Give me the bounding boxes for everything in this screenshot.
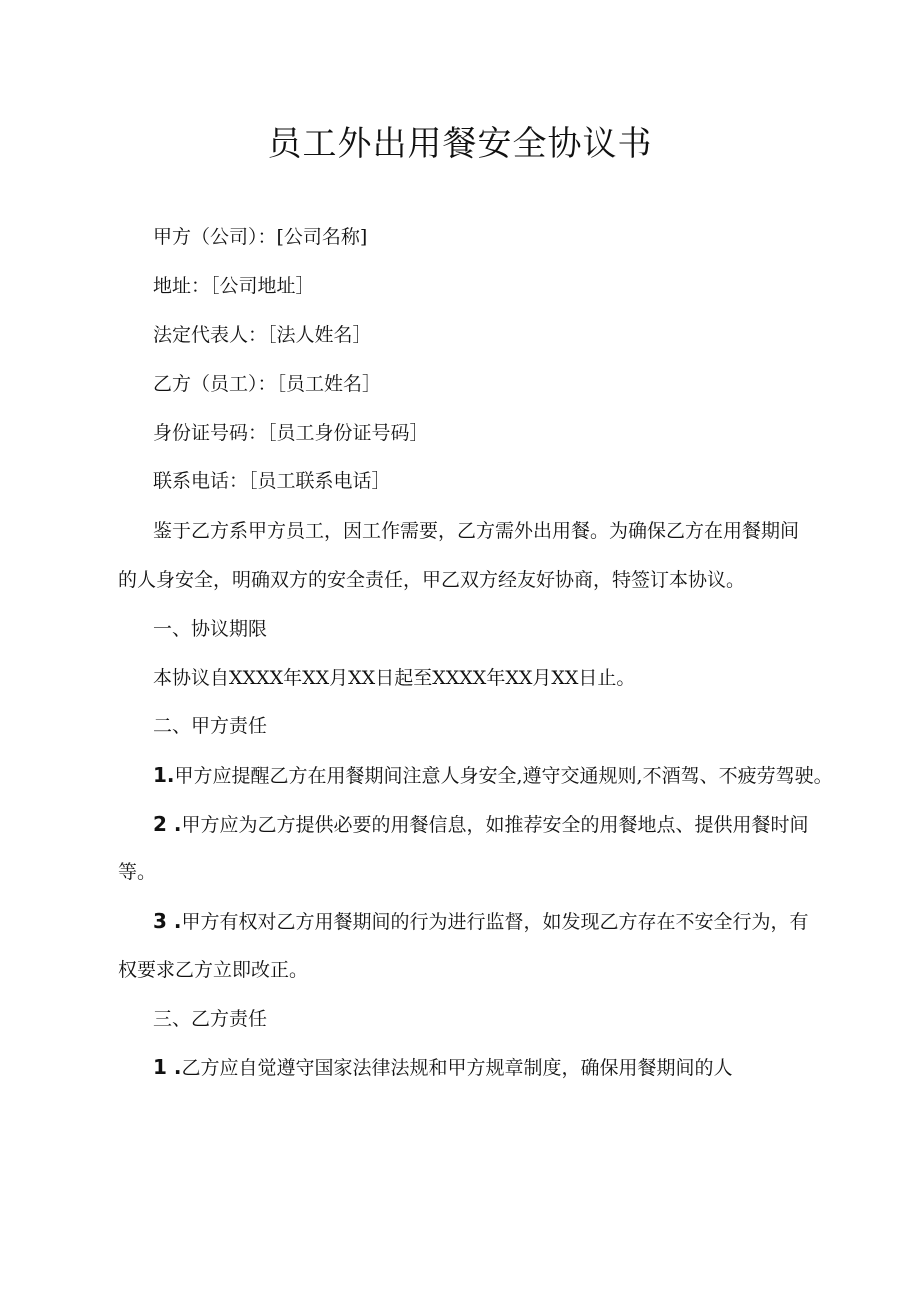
preamble-paragraph: 鉴于乙方系甲方员工，因工作需要，乙方需外出用餐。为确保乙方在用餐期间的人身安全，明确双方的安全责任，甲乙双方经友好协商，特签订本协议。 [118, 520, 800, 591]
item-number: 2 . [153, 812, 182, 836]
section-3-item-1 [153, 1052, 733, 1083]
section-3-heading: 三、乙方责任 [153, 1008, 268, 1030]
item-number: 1. [153, 763, 175, 787]
document-title: 员工外出用餐安全协议书 [267, 124, 653, 164]
section-2-heading: 二、甲方责任 [153, 715, 268, 737]
party-a-line: 甲方（公司）：[公司名称] [153, 226, 368, 248]
section-1-heading: 一、协议期限 [153, 618, 268, 640]
section-2-item-3-continuation: 权要求乙方立即改正。 [118, 959, 309, 981]
legal-rep-line: 法定代表人：［法人姓名］ [153, 324, 372, 346]
item-text: 甲方有权对乙方用餐期间的行为进行监督，如发现乙方存在不安全行为，有 [181, 911, 809, 933]
phone-line: 联系电话：［员工联系电话］ [153, 470, 391, 492]
section-2-item-3 [153, 906, 809, 937]
item-number: 3 . [153, 909, 182, 933]
id-number-line: 身份证号码：［员工身份证号码］ [153, 422, 429, 444]
item-text: 乙方应自觉遵守国家法律法规和甲方规章制度，确保用餐期间的人 [181, 1057, 733, 1079]
address-line: 地址：［公司地址］ [153, 275, 315, 297]
item-number: 1 . [153, 1055, 182, 1079]
item-text: 甲方应提醒乙方在用餐期间注意人身安全,遵守交通规则,不酒驾、不疲劳驾驶。 [174, 765, 833, 787]
section-1-text: 本协议自XXXX年XX月XX日起至XXXX年XX月XX日止。 [153, 667, 636, 689]
section-2-item-2 [153, 809, 809, 840]
section-2-item-2-continuation: 等。 [118, 861, 157, 883]
party-b-line: 乙方（员工）：［员工姓名］ [153, 373, 382, 395]
section-2-item-1 [153, 760, 833, 791]
item-text: 甲方应为乙方提供必要的用餐信息，如推荐安全的用餐地点、提供用餐时间 [181, 814, 809, 836]
